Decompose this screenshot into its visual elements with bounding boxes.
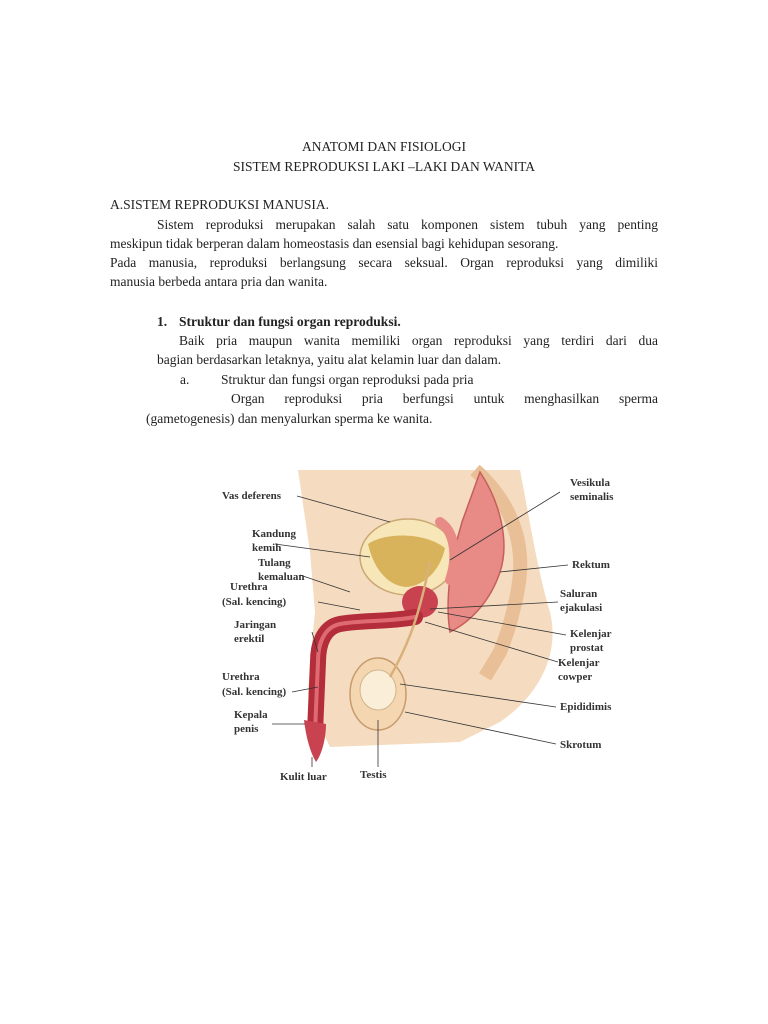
label-kepala-penis-1: Kepala (234, 709, 268, 721)
label-tulang-kemaluan-2: kemaluan (258, 571, 305, 583)
label-vas-deferens: Vas deferens (222, 490, 281, 502)
para2-line1: Baik pria maupun wanita memiliki organ reproduksi yang terdiri dari dua (179, 333, 658, 348)
label-urethra-upper: Urethra (230, 581, 268, 593)
label-rektum: Rektum (572, 559, 610, 571)
male-reproductive-anatomy-figure (200, 462, 640, 792)
label-sal-kencing-upper: (Sal. kencing) (222, 596, 287, 608)
subheading-number: 1. (157, 314, 168, 329)
title-line-2: SISTEM REPRODUKSI LAKI –LAKI DAN WANITA (232, 159, 536, 174)
label-kulit-luar: Kulit luar (280, 771, 327, 783)
label-sal-kencing-lower: (Sal. kencing) (222, 686, 287, 698)
section-heading-a: A.SISTEM REPRODUKSI MANUSIA. (110, 197, 330, 212)
label-jaringan-erektil-2: erektil (234, 633, 265, 645)
glans-penis (304, 720, 326, 762)
para1-line2: meskipun tidak berperan dalam homeostasis dan esensial bagi kehidupan sesorang. (110, 236, 559, 251)
para3-line2: (gametogenesis) dan menyalurkan sperma ke wanita. (146, 411, 433, 426)
label-testis: Testis (360, 769, 387, 781)
label-saluran-ejakulasi-2: ejakulasi (560, 602, 603, 614)
label-skrotum: Skrotum (560, 739, 602, 751)
label-jaringan-erektil-1: Jaringan (234, 619, 277, 631)
title-line-1: ANATOMI DAN FISIOLOGI (302, 139, 466, 154)
label-kelenjar-cowper-1: Kelenjar (558, 657, 600, 669)
label-epididimis: Epididimis (560, 701, 612, 713)
subheading-title: Struktur dan fungsi organ reproduksi. (179, 314, 401, 329)
label-tulang-kemaluan-1: Tulang (258, 557, 291, 569)
label-urethra-lower: Urethra (222, 671, 260, 683)
label-kelenjar-prostat-1: Kelenjar (570, 628, 612, 640)
para1-line4: manusia berbeda antara pria dan wanita. (110, 274, 328, 289)
label-vesikula-1: Vesikula (570, 477, 610, 489)
subsection-letter: a. (180, 372, 190, 387)
label-kepala-penis-2: penis (234, 723, 259, 735)
label-kandung-kemih-1: Kandung (252, 528, 297, 540)
anatomy-illustration (200, 462, 640, 792)
label-kandung-kemih-2: kemih (252, 542, 282, 554)
label-kelenjar-prostat-2: prostat (570, 642, 604, 654)
label-kelenjar-cowper-2: cowper (558, 671, 593, 683)
subsection-title: Struktur dan fungsi organ reproduksi pada pria (221, 372, 474, 387)
para2-line2: bagian berdasarkan letaknya, yaitu alat kelamin luar dan dalam. (157, 352, 502, 367)
para3-line1: Organ reproduksi pria berfungsi untuk menghasilkan sperma (231, 391, 658, 406)
label-vesikula-2: seminalis (570, 491, 614, 503)
para1-line3: Pada manusia, reproduksi berlangsung secara seksual. Organ reproduksi yang dimiliki (110, 255, 658, 270)
label-saluran-ejakulasi-1: Saluran (560, 588, 598, 600)
para1-line1: Sistem reproduksi merupakan salah satu komponen sistem tubuh yang penting (157, 217, 658, 232)
